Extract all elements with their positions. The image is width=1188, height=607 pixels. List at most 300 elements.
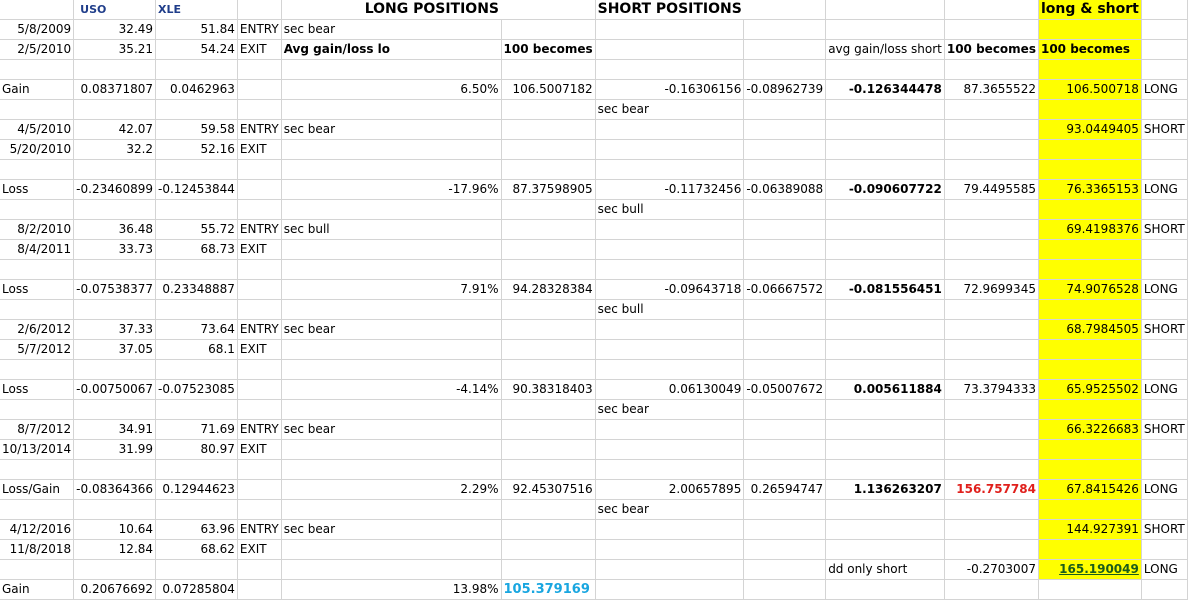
cell-position-type[interactable] — [1141, 360, 1187, 380]
cell-empty[interactable] — [237, 0, 281, 20]
cell-avg-gain-loss-short[interactable] — [826, 320, 945, 340]
cell-long-100-becomes[interactable] — [501, 500, 595, 520]
cell-short-100-becomes[interactable] — [944, 220, 1038, 240]
cell-avg-gain-loss-short[interactable]: -0.126344478 — [826, 80, 945, 100]
cell-position-type[interactable] — [1141, 500, 1187, 520]
cell-position-type[interactable]: SHORT — [1141, 520, 1187, 540]
cell-short-100-becomes[interactable]: 73.3794333 — [944, 380, 1038, 400]
cell-short-xle[interactable] — [744, 520, 826, 540]
cell-entry-exit[interactable]: ENTRY — [237, 320, 281, 340]
cell-long-short-100-becomes[interactable] — [1038, 200, 1141, 220]
cell-short-100-becomes[interactable] — [944, 240, 1038, 260]
cell-uso-value[interactable] — [74, 500, 156, 520]
cell-avg-gain-loss-short[interactable] — [826, 200, 945, 220]
cell-short-100-becomes[interactable]: 156.757784 — [944, 480, 1038, 500]
cell-position-type[interactable]: LONG — [1141, 280, 1187, 300]
cell-position-type[interactable] — [1141, 140, 1187, 160]
cell-long-100-becomes[interactable] — [501, 540, 595, 560]
cell-entry-exit[interactable]: EXIT — [237, 140, 281, 160]
cell-long-note-or-pct[interactable]: sec bear — [281, 520, 501, 540]
cell-long-short-100-becomes[interactable] — [1038, 340, 1141, 360]
cell-short-uso[interactable] — [595, 340, 744, 360]
cell-avg-gain-loss-short[interactable] — [826, 100, 945, 120]
cell-avg-gain-loss-short[interactable]: dd only short — [826, 560, 945, 580]
cell-date-or-label[interactable]: Gain — [0, 580, 74, 600]
cell-entry-exit[interactable] — [237, 280, 281, 300]
cell-short-xle[interactable] — [744, 540, 826, 560]
cell-avg-gain-loss-short[interactable] — [826, 420, 945, 440]
cell-long-short-100-becomes[interactable]: 93.0449405 — [1038, 120, 1141, 140]
cell-short-100-becomes[interactable] — [944, 540, 1038, 560]
cell-entry-exit[interactable]: ENTRY — [237, 220, 281, 240]
cell-short-100-becomes[interactable] — [944, 500, 1038, 520]
cell-avg-gain-loss-short[interactable] — [826, 360, 945, 380]
cell-short-xle[interactable] — [744, 260, 826, 280]
cell-xle-value[interactable]: 71.69 — [156, 420, 238, 440]
cell-short-xle[interactable] — [744, 40, 826, 60]
cell-date-or-label[interactable]: Gain — [0, 80, 74, 100]
cell-avg-gain-loss-short[interactable] — [826, 340, 945, 360]
cell-entry-exit[interactable]: EXIT — [237, 40, 281, 60]
cell-short-xle[interactable] — [744, 580, 826, 600]
long-and-short-header[interactable]: long & short — [1038, 0, 1141, 20]
cell-uso-value[interactable] — [74, 460, 156, 480]
cell-date-or-label[interactable]: 8/2/2010 — [0, 220, 74, 240]
cell-long-note-or-pct[interactable] — [281, 540, 501, 560]
cell-long-note-or-pct[interactable] — [281, 360, 501, 380]
cell-long-100-becomes[interactable] — [501, 460, 595, 480]
cell-avg-gain-loss-short[interactable] — [826, 460, 945, 480]
cell-entry-exit[interactable]: EXIT — [237, 240, 281, 260]
cell-short-100-becomes[interactable] — [944, 20, 1038, 40]
cell-xle-value[interactable]: 68.62 — [156, 540, 238, 560]
cell-long-100-becomes[interactable] — [501, 320, 595, 340]
cell-long-note-or-pct[interactable] — [281, 440, 501, 460]
cell-long-100-becomes[interactable] — [501, 100, 595, 120]
cell-short-100-becomes[interactable] — [944, 120, 1038, 140]
cell-long-note-or-pct[interactable] — [281, 560, 501, 580]
cell-entry-exit[interactable] — [237, 300, 281, 320]
cell-entry-exit[interactable] — [237, 200, 281, 220]
cell-short-xle[interactable] — [744, 360, 826, 380]
cell-long-note-or-pct[interactable]: 13.98% — [281, 580, 501, 600]
cell-avg-gain-loss-short[interactable] — [826, 220, 945, 240]
cell-date-or-label[interactable] — [0, 360, 74, 380]
cell-short-xle[interactable] — [744, 200, 826, 220]
cell-long-100-becomes[interactable] — [501, 240, 595, 260]
cell-position-type[interactable] — [1141, 580, 1187, 600]
cell-xle-value[interactable]: 52.16 — [156, 140, 238, 160]
cell-date-or-label[interactable]: Loss — [0, 280, 74, 300]
cell-entry-exit[interactable] — [237, 180, 281, 200]
cell-long-note-or-pct[interactable] — [281, 400, 501, 420]
cell-long-note-or-pct[interactable] — [281, 240, 501, 260]
cell-entry-exit[interactable] — [237, 60, 281, 80]
cell-avg-gain-loss-short[interactable] — [826, 240, 945, 260]
cell-empty[interactable] — [1141, 0, 1187, 20]
cell-avg-gain-loss-short[interactable]: avg gain/loss short — [826, 40, 945, 60]
cell-xle-value[interactable]: 55.72 — [156, 220, 238, 240]
cell-entry-exit[interactable]: ENTRY — [237, 420, 281, 440]
cell-short-100-becomes[interactable]: 79.4495585 — [944, 180, 1038, 200]
cell-short-xle[interactable] — [744, 320, 826, 340]
cell-uso-value[interactable] — [74, 400, 156, 420]
cell-short-100-becomes[interactable] — [944, 300, 1038, 320]
cell-position-type[interactable] — [1141, 160, 1187, 180]
cell-avg-gain-loss-short[interactable]: 0.005611884 — [826, 380, 945, 400]
cell-entry-exit[interactable] — [237, 400, 281, 420]
cell-position-type[interactable] — [1141, 60, 1187, 80]
cell-long-100-becomes[interactable] — [501, 400, 595, 420]
cell-long-short-100-becomes[interactable] — [1038, 60, 1141, 80]
cell-uso-value[interactable] — [74, 200, 156, 220]
cell-short-100-becomes[interactable] — [944, 160, 1038, 180]
short-positions-header[interactable]: SHORT POSITIONS — [595, 0, 744, 20]
cell-xle-value[interactable] — [156, 400, 238, 420]
cell-uso-value[interactable]: 12.84 — [74, 540, 156, 560]
cell-short-uso[interactable] — [595, 580, 744, 600]
cell-long-short-100-becomes[interactable]: 66.3226683 — [1038, 420, 1141, 440]
cell-position-type[interactable]: SHORT — [1141, 220, 1187, 240]
cell-short-xle[interactable] — [744, 100, 826, 120]
cell-long-short-100-becomes[interactable]: 144.927391 — [1038, 520, 1141, 540]
cell-short-xle[interactable]: -0.06389088 — [744, 180, 826, 200]
cell-position-type[interactable] — [1141, 20, 1187, 40]
cell-short-100-becomes[interactable] — [944, 460, 1038, 480]
cell-long-short-100-becomes[interactable] — [1038, 100, 1141, 120]
cell-short-uso[interactable] — [595, 260, 744, 280]
cell-entry-exit[interactable] — [237, 480, 281, 500]
cell-avg-gain-loss-short[interactable] — [826, 300, 945, 320]
cell-entry-exit[interactable] — [237, 160, 281, 180]
cell-uso-value[interactable]: -0.00750067 — [74, 380, 156, 400]
cell-short-uso[interactable]: sec bull — [595, 300, 744, 320]
cell-entry-exit[interactable] — [237, 100, 281, 120]
cell-avg-gain-loss-short[interactable]: 1.136263207 — [826, 480, 945, 500]
cell-uso-value[interactable]: 0.20676692 — [74, 580, 156, 600]
cell-long-note-or-pct[interactable]: sec bull — [281, 220, 501, 240]
cell-position-type[interactable] — [1141, 40, 1187, 60]
cell-entry-exit[interactable]: EXIT — [237, 540, 281, 560]
cell-long-100-becomes[interactable] — [501, 440, 595, 460]
cell-uso-value[interactable]: 37.33 — [74, 320, 156, 340]
cell-long-short-100-becomes[interactable]: 106.500718 — [1038, 80, 1141, 100]
cell-short-xle[interactable] — [744, 120, 826, 140]
cell-position-type[interactable] — [1141, 100, 1187, 120]
cell-uso-value[interactable]: 37.05 — [74, 340, 156, 360]
cell-empty[interactable] — [0, 0, 74, 20]
cell-position-type[interactable] — [1141, 260, 1187, 280]
cell-long-100-becomes[interactable]: 87.37598905 — [501, 180, 595, 200]
cell-long-100-becomes[interactable]: 106.5007182 — [501, 80, 595, 100]
cell-long-note-or-pct[interactable] — [281, 140, 501, 160]
cell-short-100-becomes[interactable] — [944, 580, 1038, 600]
cell-xle-value[interactable]: 0.12944623 — [156, 480, 238, 500]
cell-xle-value[interactable]: 68.1 — [156, 340, 238, 360]
cell-uso-value[interactable]: 33.73 — [74, 240, 156, 260]
cell-short-100-becomes[interactable]: -0.2703007 — [944, 560, 1038, 580]
cell-entry-exit[interactable] — [237, 500, 281, 520]
cell-short-uso[interactable]: 2.00657895 — [595, 480, 744, 500]
cell-long-short-100-becomes[interactable] — [1038, 580, 1141, 600]
cell-short-uso[interactable] — [595, 540, 744, 560]
cell-date-or-label[interactable]: Loss — [0, 380, 74, 400]
cell-long-100-becomes[interactable] — [501, 200, 595, 220]
cell-long-short-100-becomes[interactable] — [1038, 540, 1141, 560]
cell-long-note-or-pct[interactable] — [281, 100, 501, 120]
cell-long-100-becomes[interactable] — [501, 120, 595, 140]
cell-entry-exit[interactable] — [237, 460, 281, 480]
cell-position-type[interactable]: LONG — [1141, 180, 1187, 200]
cell-position-type[interactable]: LONG — [1141, 480, 1187, 500]
cell-long-short-100-becomes[interactable]: 74.9076528 — [1038, 280, 1141, 300]
cell-avg-gain-loss-short[interactable] — [826, 60, 945, 80]
cell-date-or-label[interactable] — [0, 60, 74, 80]
cell-long-short-100-becomes[interactable] — [1038, 500, 1141, 520]
cell-short-100-becomes[interactable] — [944, 400, 1038, 420]
cell-long-100-becomes[interactable]: 92.45307516 — [501, 480, 595, 500]
cell-entry-exit[interactable] — [237, 380, 281, 400]
cell-short-uso[interactable]: -0.16306156 — [595, 80, 744, 100]
cell-long-100-becomes[interactable] — [501, 260, 595, 280]
cell-date-or-label[interactable]: 8/7/2012 — [0, 420, 74, 440]
cell-uso-value[interactable] — [74, 300, 156, 320]
cell-long-short-100-becomes[interactable]: 69.4198376 — [1038, 220, 1141, 240]
cell-date-or-label[interactable] — [0, 200, 74, 220]
cell-uso-value[interactable] — [74, 100, 156, 120]
cell-long-short-100-becomes[interactable] — [1038, 260, 1141, 280]
cell-uso-value[interactable]: 42.07 — [74, 120, 156, 140]
cell-long-100-becomes[interactable] — [501, 220, 595, 240]
cell-short-xle[interactable]: -0.05007672 — [744, 380, 826, 400]
cell-avg-gain-loss-short[interactable] — [826, 580, 945, 600]
cell-avg-gain-loss-short[interactable] — [826, 540, 945, 560]
cell-long-100-becomes[interactable]: 105.379169 — [501, 580, 595, 600]
cell-long-short-100-becomes[interactable]: 100 becomes — [1038, 40, 1141, 60]
cell-xle-value[interactable] — [156, 360, 238, 380]
cell-uso-value[interactable]: -0.08364366 — [74, 480, 156, 500]
cell-uso-value[interactable]: 31.99 — [74, 440, 156, 460]
cell-entry-exit[interactable] — [237, 260, 281, 280]
cell-short-xle[interactable] — [744, 160, 826, 180]
cell-short-uso[interactable] — [595, 140, 744, 160]
cell-empty[interactable] — [744, 0, 826, 20]
cell-long-short-100-becomes[interactable]: 68.7984505 — [1038, 320, 1141, 340]
cell-long-note-or-pct[interactable]: 7.91% — [281, 280, 501, 300]
cell-long-100-becomes[interactable] — [501, 300, 595, 320]
cell-date-or-label[interactable]: 5/7/2012 — [0, 340, 74, 360]
cell-position-type[interactable]: LONG — [1141, 560, 1187, 580]
cell-position-type[interactable] — [1141, 460, 1187, 480]
cell-xle-value[interactable]: -0.12453844 — [156, 180, 238, 200]
cell-avg-gain-loss-short[interactable] — [826, 440, 945, 460]
cell-short-uso[interactable]: 0.06130049 — [595, 380, 744, 400]
cell-xle-value[interactable] — [156, 500, 238, 520]
cell-short-100-becomes[interactable] — [944, 340, 1038, 360]
cell-long-100-becomes[interactable]: 100 becomes — [501, 40, 595, 60]
cell-xle-value[interactable]: 0.0462963 — [156, 80, 238, 100]
cell-short-uso[interactable]: -0.09643718 — [595, 280, 744, 300]
cell-xle-value[interactable] — [156, 160, 238, 180]
cell-uso-value[interactable]: 10.64 — [74, 520, 156, 540]
cell-xle-value[interactable]: 63.96 — [156, 520, 238, 540]
cell-short-xle[interactable]: -0.08962739 — [744, 80, 826, 100]
cell-short-xle[interactable] — [744, 460, 826, 480]
cell-short-100-becomes[interactable] — [944, 140, 1038, 160]
cell-long-100-becomes[interactable] — [501, 360, 595, 380]
cell-long-note-or-pct[interactable] — [281, 340, 501, 360]
cell-position-type[interactable] — [1141, 300, 1187, 320]
cell-uso-value[interactable] — [74, 60, 156, 80]
cell-xle-value[interactable] — [156, 460, 238, 480]
cell-xle-value[interactable]: 68.73 — [156, 240, 238, 260]
cell-short-100-becomes[interactable] — [944, 360, 1038, 380]
cell-short-uso[interactable] — [595, 60, 744, 80]
cell-date-or-label[interactable] — [0, 460, 74, 480]
cell-uso-value[interactable]: 34.91 — [74, 420, 156, 440]
cell-short-uso[interactable]: sec bear — [595, 100, 744, 120]
cell-date-or-label[interactable] — [0, 260, 74, 280]
cell-long-note-or-pct[interactable]: sec bear — [281, 20, 501, 40]
cell-entry-exit[interactable]: ENTRY — [237, 120, 281, 140]
cell-long-short-100-becomes[interactable] — [1038, 300, 1141, 320]
cell-date-or-label[interactable]: Loss/Gain — [0, 480, 74, 500]
ticker-uso[interactable]: USO — [74, 0, 156, 20]
cell-long-note-or-pct[interactable] — [281, 200, 501, 220]
cell-position-type[interactable]: SHORT — [1141, 120, 1187, 140]
cell-short-uso[interactable] — [595, 520, 744, 540]
cell-short-100-becomes[interactable] — [944, 320, 1038, 340]
cell-empty[interactable] — [826, 0, 945, 20]
cell-date-or-label[interactable] — [0, 560, 74, 580]
cell-long-short-100-becomes[interactable] — [1038, 400, 1141, 420]
cell-short-xle[interactable] — [744, 240, 826, 260]
cell-date-or-label[interactable]: 5/20/2010 — [0, 140, 74, 160]
cell-short-uso[interactable] — [595, 440, 744, 460]
cell-short-uso[interactable] — [595, 460, 744, 480]
cell-short-100-becomes[interactable] — [944, 260, 1038, 280]
cell-short-uso[interactable] — [595, 420, 744, 440]
cell-long-short-100-becomes[interactable]: 67.8415426 — [1038, 480, 1141, 500]
cell-short-uso[interactable] — [595, 560, 744, 580]
cell-xle-value[interactable] — [156, 100, 238, 120]
cell-long-short-100-becomes[interactable] — [1038, 460, 1141, 480]
ticker-xle[interactable]: XLE — [156, 0, 238, 20]
cell-long-100-becomes[interactable] — [501, 560, 595, 580]
cell-short-100-becomes[interactable] — [944, 200, 1038, 220]
cell-long-100-becomes[interactable] — [501, 160, 595, 180]
cell-avg-gain-loss-short[interactable] — [826, 400, 945, 420]
cell-avg-gain-loss-short[interactable] — [826, 140, 945, 160]
cell-long-100-becomes[interactable] — [501, 20, 595, 40]
cell-position-type[interactable] — [1141, 440, 1187, 460]
cell-short-uso[interactable]: sec bear — [595, 400, 744, 420]
cell-long-short-100-becomes[interactable] — [1038, 560, 1141, 580]
cell-short-xle[interactable] — [744, 420, 826, 440]
cell-date-or-label[interactable] — [0, 300, 74, 320]
cell-long-note-or-pct[interactable] — [281, 260, 501, 280]
cell-short-uso[interactable]: sec bull — [595, 200, 744, 220]
cell-uso-value[interactable]: 0.08371807 — [74, 80, 156, 100]
cell-short-xle[interactable] — [744, 300, 826, 320]
cell-empty[interactable] — [944, 0, 1038, 20]
cell-long-100-becomes[interactable] — [501, 420, 595, 440]
cell-entry-exit[interactable]: ENTRY — [237, 20, 281, 40]
cell-xle-value[interactable]: 51.84 — [156, 20, 238, 40]
cell-date-or-label[interactable]: 4/12/2016 — [0, 520, 74, 540]
cell-position-type[interactable] — [1141, 340, 1187, 360]
cell-short-uso[interactable] — [595, 240, 744, 260]
cell-short-xle[interactable]: -0.06667572 — [744, 280, 826, 300]
cell-date-or-label[interactable] — [0, 160, 74, 180]
cell-avg-gain-loss-short[interactable] — [826, 260, 945, 280]
cell-uso-value[interactable]: 32.49 — [74, 20, 156, 40]
cell-xle-value[interactable]: 73.64 — [156, 320, 238, 340]
cell-short-xle[interactable] — [744, 140, 826, 160]
long-positions-header[interactable]: LONG POSITIONS — [281, 0, 501, 20]
cell-long-100-becomes[interactable] — [501, 60, 595, 80]
cell-avg-gain-loss-short[interactable] — [826, 20, 945, 40]
cell-uso-value[interactable] — [74, 560, 156, 580]
cell-xle-value[interactable]: -0.07523085 — [156, 380, 238, 400]
cell-short-xle[interactable] — [744, 20, 826, 40]
cell-long-short-100-becomes[interactable] — [1038, 160, 1141, 180]
cell-long-100-becomes[interactable] — [501, 340, 595, 360]
cell-entry-exit[interactable]: EXIT — [237, 340, 281, 360]
cell-long-note-or-pct[interactable]: -17.96% — [281, 180, 501, 200]
cell-short-xle[interactable] — [744, 440, 826, 460]
cell-long-note-or-pct[interactable]: sec bear — [281, 120, 501, 140]
cell-long-note-or-pct[interactable] — [281, 300, 501, 320]
cell-position-type[interactable]: LONG — [1141, 80, 1187, 100]
cell-long-note-or-pct[interactable]: 2.29% — [281, 480, 501, 500]
cell-position-type[interactable]: SHORT — [1141, 420, 1187, 440]
cell-short-100-becomes[interactable]: 87.3655522 — [944, 80, 1038, 100]
cell-short-xle[interactable] — [744, 560, 826, 580]
cell-xle-value[interactable]: 0.23348887 — [156, 280, 238, 300]
cell-long-note-or-pct[interactable] — [281, 160, 501, 180]
cell-long-100-becomes[interactable]: 94.28328384 — [501, 280, 595, 300]
cell-date-or-label[interactable]: 8/4/2011 — [0, 240, 74, 260]
cell-long-short-100-becomes[interactable]: 65.9525502 — [1038, 380, 1141, 400]
cell-xle-value[interactable] — [156, 300, 238, 320]
cell-avg-gain-loss-short[interactable] — [826, 120, 945, 140]
cell-date-or-label[interactable] — [0, 400, 74, 420]
cell-entry-exit[interactable] — [237, 80, 281, 100]
cell-entry-exit[interactable] — [237, 360, 281, 380]
cell-xle-value[interactable]: 80.97 — [156, 440, 238, 460]
cell-xle-value[interactable]: 59.58 — [156, 120, 238, 140]
cell-long-short-100-becomes[interactable] — [1038, 140, 1141, 160]
cell-long-short-100-becomes[interactable]: 76.3365153 — [1038, 180, 1141, 200]
cell-short-100-becomes[interactable] — [944, 440, 1038, 460]
cell-uso-value[interactable]: 32.2 — [74, 140, 156, 160]
cell-short-uso[interactable] — [595, 220, 744, 240]
cell-uso-value[interactable]: -0.23460899 — [74, 180, 156, 200]
cell-empty[interactable] — [501, 0, 595, 20]
cell-long-note-or-pct[interactable]: 6.50% — [281, 80, 501, 100]
cell-xle-value[interactable] — [156, 60, 238, 80]
cell-short-100-becomes[interactable] — [944, 60, 1038, 80]
cell-position-type[interactable] — [1141, 400, 1187, 420]
cell-short-xle[interactable] — [744, 220, 826, 240]
cell-long-short-100-becomes[interactable] — [1038, 360, 1141, 380]
cell-position-type[interactable] — [1141, 540, 1187, 560]
cell-short-xle[interactable] — [744, 400, 826, 420]
cell-long-note-or-pct[interactable] — [281, 60, 501, 80]
cell-position-type[interactable]: LONG — [1141, 380, 1187, 400]
cell-uso-value[interactable] — [74, 160, 156, 180]
